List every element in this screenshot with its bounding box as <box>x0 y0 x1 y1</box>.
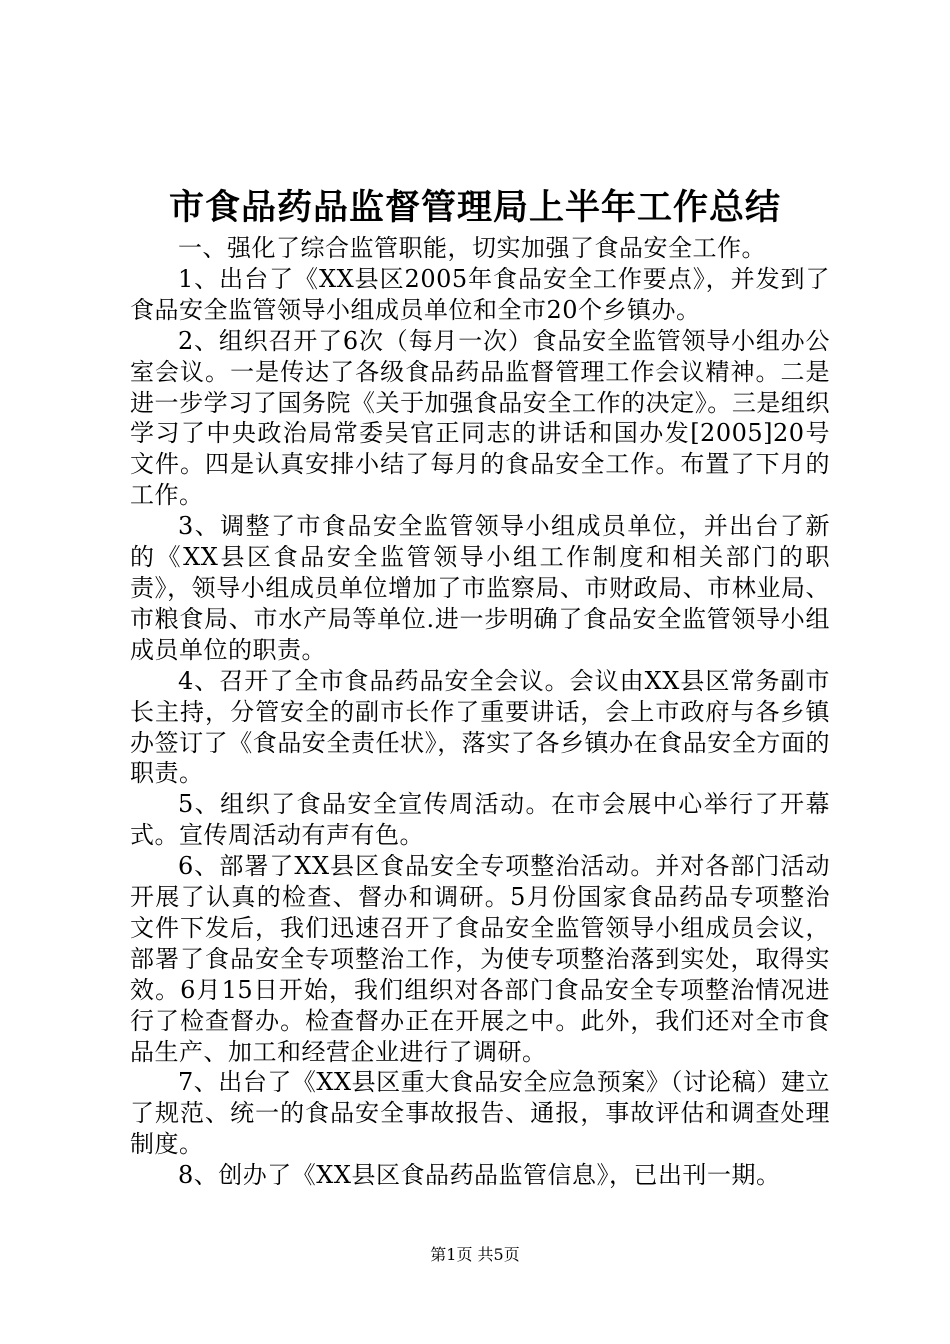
paragraph-5: 4、召开了全市食品药品安全会议。会议由XX县区常务副市长主持，分管安全的副市长作了重要讲话，会上市政府与各乡镇办签订了《食品安全责任状》，落实了各乡镇办在食品安全方面的职责。 <box>130 666 830 788</box>
page-number-footer: 第1页 共5页 <box>430 1245 520 1264</box>
paragraph-6: 5、组织了食品安全宣传周活动。在市会展中心举行了开幕式。宣传周活动有声有色。 <box>130 790 830 850</box>
paragraph-2: 1、出台了《XX县区2005年食品安全工作要点》，并发到了食品安全监管领导小组成员单位和全市20个乡镇办。 <box>130 264 830 324</box>
paragraph-1: 一、强化了综合监管职能，切实加强了食品安全工作。 <box>178 234 766 262</box>
document-title: 市食品药品监督管理局上半年工作总结 <box>168 187 781 228</box>
paragraph-9: 8、创办了《XX县区食品药品监管信息》，已出刊一期。 <box>178 1161 781 1190</box>
paragraph-3: 2、组织召开了6次（每月一次）食品安全监管领导小组办公室会议。一是传达了各级食品药品监督管理工作会议精神。二是进一步学习了国务院《关于加强食品安全工作的决定》。三是组织学习了中央政治局常委吴官正同志的讲话和国办发[2005]20号文件。四是认真安排小结了每月的食品安全工作。布置了下月的工作。 <box>130 326 830 510</box>
paragraph-4: 3、调整了市食品安全监管领导小组成员单位，并出台了新的《XX县区食品安全监管领导小组工作制度和相关部门的职责》，领导小组成员单位增加了市监察局、市财政局、市林业局、市粮食局、市水产局等单位.进一步明确了食品安全监管领导小组成员单位的职责。 <box>130 512 830 664</box>
paragraph-7: 6、部署了XX县区食品安全专项整治活动。并对各部门活动开展了认真的检查、督办和调研。5月份国家食品药品专项整治文件下发后，我们迅速召开了食品安全监管领导小组成员会议，部署了食品安全专项整治工作，为使专项整治落到实处，取得实效。6月15日开始，我们组织对各部门食品安全专项整治情况进行了检查督办。检查督办正在开展之中。此外，我们还对全市食品生产、加工和经营企业进行了调研。 <box>130 852 830 1066</box>
paragraph-8: 7、出台了《XX县区重大食品安全应急预案》（讨论稿）建立了规范、统一的食品安全事故报告、通报，事故评估和调查处理制度。 <box>130 1068 830 1159</box>
document-body <box>130 233 830 1191</box>
